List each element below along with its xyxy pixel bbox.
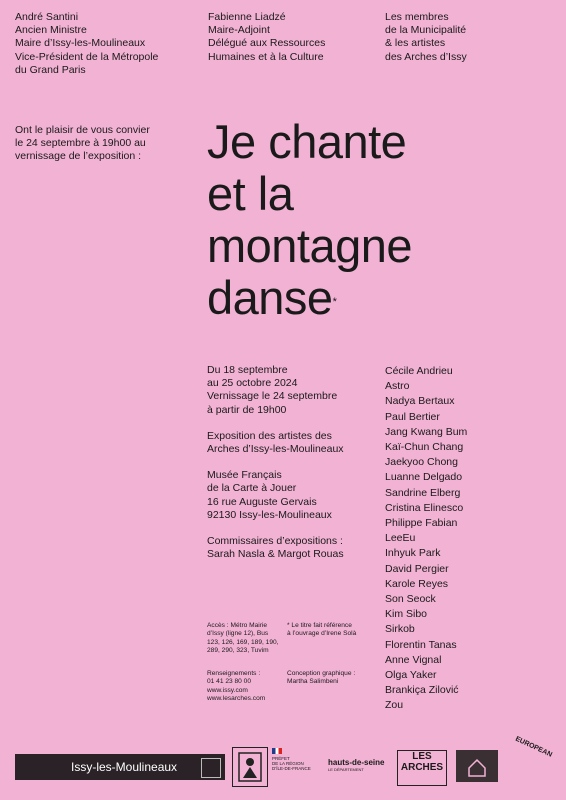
text-line: 123, 126, 169, 189, 190, — [207, 638, 279, 646]
text-line: au 25 octobre 2024 — [207, 377, 298, 390]
text-line: Du 18 septembre — [207, 364, 288, 376]
artist-name: Jang Kwang Bum — [385, 425, 468, 438]
les-arches-logo — [397, 750, 447, 786]
text-line: du Grand Paris — [15, 63, 86, 76]
text-line: Renseignements : — [207, 670, 261, 677]
text-line: Humaines et à la Culture — [208, 50, 324, 63]
text-line: vernissage de l’exposition : — [15, 150, 142, 163]
title-footnote — [287, 622, 356, 639]
title-line: et la — [207, 167, 294, 220]
europe-text: EUROPEAN — [514, 735, 554, 759]
contact-info — [207, 670, 265, 704]
text-line: de la Carte à Jouer — [207, 482, 297, 495]
artist-name: Philippe Fabian — [385, 517, 458, 530]
text-line: Fabienne Liadzé — [208, 11, 286, 23]
text-line: 16 rue Auguste Gervais — [207, 495, 317, 508]
hds-sub: LE DÉPARTEMENT — [328, 767, 364, 772]
text-line: le 24 septembre à 19h00 au — [15, 137, 146, 150]
text-line: Conception graphique : — [287, 670, 356, 677]
text-line: Arches d’Issy-les-Moulineaux — [207, 443, 344, 456]
text-line: Musée Français — [207, 469, 282, 482]
artist-name: Kim Sibo — [385, 608, 428, 621]
hds-name: hauts-de-seine — [328, 758, 385, 767]
text-line: d’Issy (ligne 12), Bus — [207, 630, 269, 638]
text-line: www.issy.com — [207, 686, 248, 694]
text-line: Sarah Nasla & Margot Rouas — [207, 548, 344, 561]
artist-name: Paul Bertier — [385, 410, 440, 423]
issy-logo — [15, 754, 225, 780]
house-logo — [456, 750, 498, 782]
text-line: LES — [412, 751, 432, 762]
french-flag-icon — [272, 748, 282, 754]
design-credit — [287, 670, 355, 687]
artist-name: Luanne Delgado — [385, 471, 463, 484]
text-line: des Arches d’Issy — [385, 50, 467, 63]
artist-name: Anne Vignal — [385, 653, 442, 666]
title-line — [207, 272, 412, 324]
text-line: à partir de 19h00 — [207, 403, 287, 416]
artist-name: Sirkob — [385, 623, 415, 636]
artist-name: Brankiça Zilović — [385, 684, 459, 697]
event-info — [207, 364, 344, 561]
european-heritage-logo — [498, 736, 563, 799]
hauts-de-seine-logo — [328, 758, 384, 772]
issy-emblem-icon — [201, 758, 221, 778]
host-andre-santini — [15, 11, 158, 77]
host-fabienne-liadze — [208, 11, 325, 64]
text-line: Accès : Métro Mairie — [207, 622, 268, 629]
title-line-text: danse — [207, 271, 333, 324]
invitation-text — [15, 124, 150, 164]
footnote-mark: * — [332, 296, 337, 308]
text-line: Délégué aux Ressources — [208, 37, 326, 50]
host-municipalite — [385, 11, 467, 64]
artist-name: Astro — [385, 380, 410, 393]
issy-logo-text: Issy-les-Moulineaux — [71, 760, 178, 774]
title-line: Je chante — [207, 115, 407, 168]
text-line: Vice-Président de la Métropole — [15, 50, 159, 63]
text-line: DE LA RÉGION — [272, 761, 304, 766]
text-line: Maire d’Issy-les-Moulineaux — [15, 37, 146, 50]
title-line: montagne — [207, 219, 413, 272]
partner-logos — [0, 735, 566, 796]
artist-name: Jaekyoo Chong — [385, 456, 458, 469]
text-line: 289, 290, 323, Tuvim — [207, 647, 269, 655]
artist-name: Karole Reyes — [385, 577, 449, 590]
prefet-logo — [272, 748, 322, 784]
artist-name: Zou — [385, 699, 404, 712]
text-line: Ancien Ministre — [15, 24, 87, 37]
artist-name: LeeEu — [385, 532, 416, 545]
text-line: Vernissage le 24 septembre — [207, 390, 338, 403]
artist-name: Olga Yaker — [385, 669, 437, 682]
text-line: * Le titre fait référence — [287, 622, 352, 629]
access-info — [207, 622, 279, 656]
text-line: Ont le plaisir de vous convier — [15, 124, 150, 136]
exhibition-title — [207, 116, 412, 324]
artist-name: Inhyuk Park — [385, 547, 441, 560]
text-line: Commissaires d’expositions : — [207, 535, 343, 548]
text-line: Les membres — [385, 11, 449, 23]
artist-name: Kaï-Chun Chang — [385, 441, 464, 454]
text-line: 92130 Issy-les-Moulineaux — [207, 508, 332, 521]
artist-name: Nadya Bertaux — [385, 395, 455, 408]
text-line: D’ÎLE-DE-FRANCE — [272, 766, 311, 771]
text-line: André Santini — [15, 11, 79, 23]
text-line: PRÉFET — [272, 756, 290, 761]
artist-list — [385, 364, 467, 714]
text-line: à l’ouvrage d’Irene Solà — [287, 630, 357, 638]
text-line: 01 41 23 80 00 — [207, 678, 251, 686]
text-line: de la Municipalité — [385, 24, 467, 37]
text-line: Martha Salimbeni — [287, 678, 339, 686]
artist-name: David Pergier — [385, 562, 449, 575]
artist-name: Florentin Tanas — [385, 638, 457, 651]
museum-card-logo — [232, 747, 268, 787]
text-line: www.lesarches.com — [207, 695, 266, 703]
text-line: & les artistes — [385, 37, 446, 50]
text-line: ARCHES — [400, 762, 444, 773]
artist-name: Son Seock — [385, 593, 436, 606]
artist-name: Cristina Elinesco — [385, 501, 464, 514]
artist-name: Sandrine Elberg — [385, 486, 461, 499]
artist-name: Cécile Andrieu — [385, 365, 453, 377]
text-line: Exposition des artistes des — [207, 429, 332, 442]
text-line: Maire-Adjoint — [208, 24, 270, 37]
